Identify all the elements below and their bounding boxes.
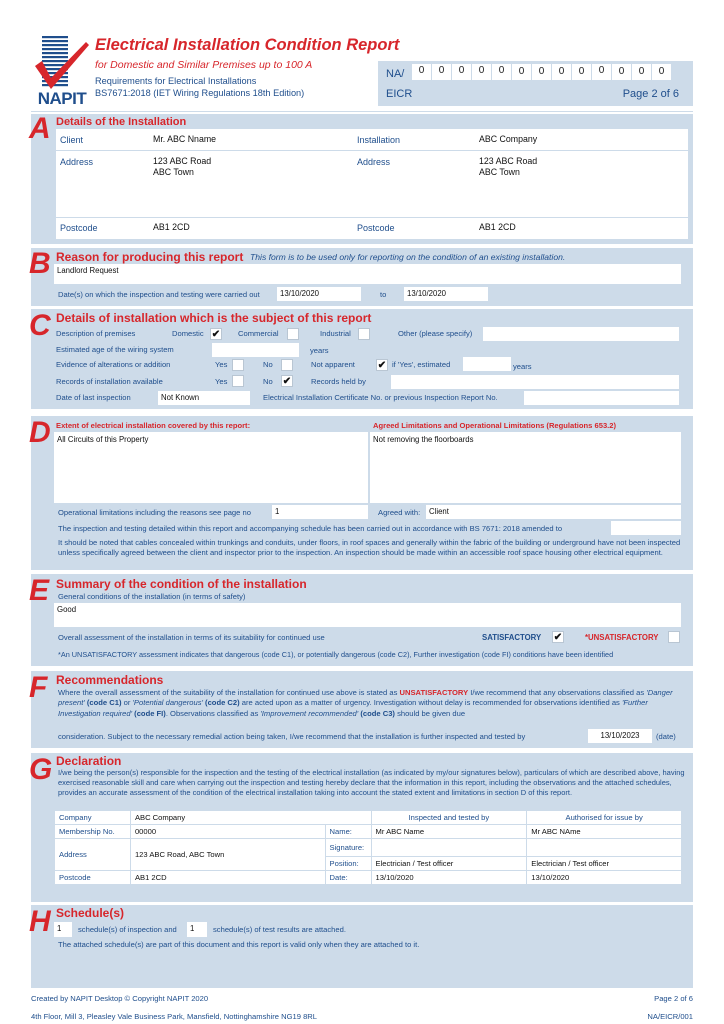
inspection-schedule-text: schedule(s) of inspection and	[78, 925, 177, 934]
extent-value: All Circuits of this Property	[57, 435, 149, 444]
rec-code-c1: (code C1)	[84, 698, 122, 708]
consideration-text: consideration. Subject to the necessary remedial action being taken, I/we recommend that the installation is further inspected and tested by	[58, 732, 526, 741]
ref-digit[interactable]: 0	[492, 64, 511, 80]
installation-label: Installation	[357, 135, 401, 145]
section-f-title: Recommendations	[56, 673, 164, 687]
section-g-panel	[31, 753, 693, 902]
limitations-field[interactable]	[370, 432, 681, 503]
section-d-letter: D	[29, 416, 51, 449]
alterations-yes-checkbox[interactable]	[232, 359, 244, 371]
section-b-panel	[31, 248, 693, 306]
wiring-age-field[interactable]	[212, 343, 299, 357]
client-address-line-2[interactable]: ABC Town	[153, 167, 194, 177]
authoriser-name[interactable]: Mr ABC NAme	[527, 825, 682, 839]
inspector-date[interactable]: 13/10/2020	[371, 871, 527, 885]
section-c-letter: C	[29, 309, 51, 342]
section-a-panel	[31, 114, 693, 244]
industrial-label: Industrial	[320, 329, 351, 338]
authoriser-date[interactable]: 13/10/2020	[527, 871, 682, 885]
rec-text-part: I/we recommend that any observations classified as	[468, 688, 647, 697]
ref-digit[interactable]: 0	[632, 64, 651, 80]
unsatisfactory-footnote: *An UNSATISFACTORY assessment indicates that dangerous (code C1), or potentially dangerous (code C2), Further investigation (code FI) conditions have been identified	[58, 650, 614, 659]
authoriser-signature[interactable]	[527, 839, 682, 857]
ref-digit[interactable]: 0	[472, 64, 491, 80]
section-c-title: Details of installation which is the subject of this report	[56, 311, 372, 325]
rec-potential-dangerous: 'Potential dangerous'	[132, 698, 203, 708]
estimated-years-field[interactable]	[463, 357, 511, 371]
section-g-title: Declaration	[56, 754, 122, 768]
unsatisfactory-checkbox[interactable]	[668, 631, 680, 643]
ref-digit[interactable]: 0	[412, 64, 431, 80]
ref-digit[interactable]: 0	[432, 64, 451, 80]
section-a-table	[56, 129, 688, 239]
section-b-letter: B	[29, 247, 51, 280]
name-label: Name:	[325, 825, 371, 839]
certificate-label: Electrical Installation Certificate No. or previous Inspection Report No.	[263, 393, 498, 402]
domestic-checkbox[interactable]: ✔	[211, 329, 221, 340]
records-held-field[interactable]	[391, 375, 679, 389]
section-a-title: Details of the Installation	[56, 116, 187, 128]
footer-created-by: Created by NAPIT Desktop © Copyright NAPIT 2020	[31, 994, 209, 1003]
install-postcode-label: Postcode	[357, 223, 395, 233]
ref-digit[interactable]: 0	[652, 64, 671, 80]
records-no-label: No	[263, 377, 273, 386]
certificate-field[interactable]	[524, 391, 679, 405]
ref-prefix: NA/	[386, 68, 405, 80]
page-indicator: Page 2 of 6	[622, 88, 679, 100]
other-field[interactable]	[483, 327, 679, 341]
install-postcode-value[interactable]: AB1 2CD	[479, 222, 516, 232]
not-apparent-label: Not apparent	[311, 360, 355, 369]
schedule-validity-note: The attached schedule(s) are part of this document and this report is valid only when they are attached to it.	[58, 940, 420, 949]
postcode-label: Postcode	[55, 871, 131, 885]
inspection-schedule-count[interactable]: 1	[54, 922, 72, 937]
test-schedule-text: schedule(s) of test results are attached.	[213, 925, 346, 934]
company-value[interactable]: ABC Company	[130, 811, 371, 825]
last-inspection-field[interactable]: Not Known	[158, 391, 250, 405]
section-h-letter: H	[29, 905, 51, 938]
estimated-label: if 'Yes', estimated	[392, 360, 451, 369]
rec-text-part: are acted upon as a matter of urgency. Investigation without delay is recommended for observations identified as	[239, 698, 622, 708]
client-address-label: Address	[60, 157, 94, 167]
client-value[interactable]: Mr. ABC Nname	[153, 134, 217, 144]
section-b-title: Reason for producing this report	[56, 250, 244, 264]
overall-assessment-label: Overall assessment of the installation in terms of its suitability for continued use	[58, 633, 325, 642]
premises-label: Description of premises	[56, 329, 136, 338]
ref-digit[interactable]: 0	[592, 64, 611, 80]
form-code: EICR	[386, 88, 413, 100]
logo-text: NAPIT	[37, 89, 87, 108]
alterations-no-label: No	[263, 360, 273, 369]
footer-address: 4th Floor, Mill 3, Pleasley Vale Business Park, Mansfield, Nottinghamshire NG19 8RL	[31, 1012, 318, 1021]
accordance-label: The inspection and testing detailed within this report and accompanying schedule has been carried out in accordance with BS 7671: 2018 amended to	[58, 524, 563, 533]
records-yes-label: Yes	[215, 377, 228, 386]
rec-improvement-recommended: 'Improvement recommended'	[260, 708, 359, 718]
membership-label: Membership No.	[55, 825, 131, 839]
declaration-text: I/we being the person(s) responsible for the inspection and the testing of the electrical installation (as indicated by my/our signatures below), particulars of which are described above, having exercised reasonable skill and care when carrying out the inspection and testing hereby declare that the information in this report, including the observations and the attached schedules, provides an accurate assessment of the condition of the electrical installation taking into account the stated extent and limitations in section D of this report.	[58, 768, 685, 797]
rec-further-investigation: 'Further Investigation required'	[58, 698, 648, 718]
authoriser-position[interactable]: Electrician / Test officer	[527, 857, 682, 871]
signature-label: Signature:	[325, 839, 371, 857]
rec-text-part: . Observations classified as	[165, 708, 261, 718]
unsatisfactory-label: *UNSATISFACTORY	[585, 633, 659, 642]
section-e-panel	[31, 574, 693, 666]
address-label: Address	[55, 839, 131, 871]
company-label: Company	[55, 811, 131, 825]
agreed-with-field[interactable]: Client	[426, 505, 681, 519]
position-label: Position:	[325, 857, 371, 871]
rec-code-c2: (code C2)	[202, 698, 240, 708]
extent-label: Extent of electrical installation covered by this report:	[56, 421, 251, 430]
satisfactory-checkbox[interactable]: ✔	[553, 632, 563, 643]
ref-digit[interactable]: 0	[552, 64, 571, 80]
rec-text-part: or	[121, 698, 133, 708]
rec-text-part: Where the overall assessment of the suitability of the installation for continued use above is stated as	[58, 688, 400, 697]
other-label: Other (please specify)	[398, 329, 473, 338]
test-schedule-count[interactable]: 1	[187, 922, 207, 937]
rec-unsatisfactory-highlight: UNSATISFACTORY	[399, 688, 469, 697]
op-limitations-page-field[interactable]: 1	[272, 505, 368, 519]
op-limitations-label: Operational limitations including the reasons see page no	[58, 508, 251, 517]
inspection-dates-label: Date(s) on which the inspection and testing were carried out	[58, 290, 260, 299]
general-conditions-field[interactable]	[54, 603, 681, 627]
reason-field[interactable]: Landlord Request	[54, 264, 681, 284]
section-b-note: This form is to be used only for reporting on the condition of an existing installation.	[250, 252, 566, 262]
rec-code-c3: (code C3)	[358, 708, 395, 718]
amended-to-field[interactable]	[611, 521, 681, 535]
agreed-with-label: Agreed with:	[378, 508, 421, 517]
postcode-value[interactable]: AB1 2CD	[130, 871, 325, 885]
date-from-field[interactable]: 13/10/2020	[277, 287, 361, 301]
concealed-cables-note: It should be noted that cables concealed within trunkings and conduits, under floors, in roof spaces and generally within the fabric of the building or underground have not been inspected unless specifically agreed between the client and inspector prior to the inspection. An inspection should be made within an accessible roof space housing other electrical equipment.	[58, 538, 681, 558]
client-postcode-label: Postcode	[60, 223, 98, 233]
inspector-name[interactable]: Mr ABC Name	[371, 825, 527, 839]
not-apparent-checkbox[interactable]: ✔	[377, 360, 387, 371]
header-divider	[31, 111, 693, 112]
install-address-line-2[interactable]: ABC Town	[479, 167, 520, 177]
footer-form-ref: NA/EICR/001	[647, 1012, 693, 1021]
inspector-position[interactable]: Electrician / Test officer	[371, 857, 527, 871]
alterations-yes-label: Yes	[215, 360, 228, 369]
records-label: Records of installation available	[56, 377, 163, 386]
rec-code-fi: (code FI)	[132, 708, 166, 718]
ref-digit[interactable]: 0	[452, 64, 471, 80]
to-label: to	[380, 290, 387, 299]
rec-text-part: should be given due	[394, 708, 466, 718]
alterations-no-checkbox[interactable]	[281, 359, 293, 371]
section-f-panel	[31, 671, 693, 748]
client-postcode-value[interactable]: AB1 2CD	[153, 222, 190, 232]
ref-digit[interactable]: 0	[612, 64, 631, 80]
limitations-value: Not removing the floorboards	[373, 435, 474, 444]
industrial-checkbox[interactable]	[358, 328, 370, 340]
records-yes-checkbox[interactable]	[232, 375, 244, 387]
report-subtitle: for Domestic and Similar Premises up to 100 A	[95, 59, 313, 71]
wiring-age-unit: years	[310, 346, 329, 355]
inspector-signature[interactable]	[371, 839, 527, 857]
report-reference-box	[378, 61, 693, 106]
domestic-label: Domestic	[172, 329, 204, 338]
section-e-letter: E	[29, 574, 50, 607]
general-conditions-value: Good	[57, 605, 77, 614]
section-d-panel	[31, 416, 693, 570]
general-conditions-label: General conditions of the installation (in terms of safety)	[58, 592, 246, 601]
ref-digit[interactable]: 0	[572, 64, 591, 80]
ref-digits	[412, 64, 671, 80]
inspected-by-header: Inspected and tested by	[371, 811, 527, 825]
limitations-label: Agreed Limitations and Operational Limitations (Regulations 653.2)	[373, 421, 617, 430]
requirements-line-2: BS7671:2018 (IET Wiring Regulations 18th Edition)	[95, 88, 305, 98]
date-to-field[interactable]: 13/10/2020	[404, 287, 488, 301]
section-a-letter: A	[29, 112, 51, 145]
wiring-age-label: Estimated age of the wiring system	[56, 345, 174, 354]
requirements-line-1: Requirements for Electrical Installations	[95, 76, 257, 86]
estimated-years-unit: years	[513, 362, 532, 371]
address-value[interactable]: 123 ABC Road, ABC Town	[130, 839, 325, 871]
records-no-checkbox[interactable]: ✔	[282, 376, 292, 387]
section-h-title: Schedule(s)	[56, 906, 125, 920]
alterations-label: Evidence of alterations or addition	[56, 360, 171, 369]
footer-page: Page 2 of 6	[654, 994, 693, 1003]
declaration-table	[54, 810, 682, 885]
recommendations-text	[58, 688, 683, 719]
membership-value[interactable]: 00000	[130, 825, 325, 839]
extent-field[interactable]	[54, 432, 368, 503]
last-inspection-label: Date of last inspection	[56, 393, 131, 402]
client-label: Client	[60, 135, 84, 145]
installation-value[interactable]: ABC Company	[479, 134, 538, 144]
napit-logo	[34, 34, 90, 106]
ref-digit[interactable]: 0	[512, 64, 531, 80]
next-inspection-date-field[interactable]: 13/10/2023	[588, 729, 652, 743]
commercial-label: Commercial	[238, 329, 279, 338]
ref-digit[interactable]: 0	[532, 64, 551, 80]
section-e-title: Summary of the condition of the installation	[56, 577, 307, 591]
commercial-checkbox[interactable]	[287, 328, 299, 340]
client-address-line-1[interactable]: 123 ABC Road	[153, 156, 212, 166]
satisfactory-label: SATISFACTORY	[482, 633, 542, 642]
section-f-letter: F	[29, 671, 48, 704]
date-suffix: (date)	[656, 732, 676, 741]
authorised-by-header: Authorised for issue by	[527, 811, 682, 825]
rec-danger-present: 'Danger present'	[58, 688, 673, 708]
section-g-letter: G	[29, 753, 53, 786]
section-h-panel	[31, 905, 693, 988]
section-c-panel	[31, 309, 693, 409]
install-address-label: Address	[357, 157, 391, 167]
install-address-line-1[interactable]: 123 ABC Road	[479, 156, 538, 166]
records-held-label: Records held by	[311, 377, 366, 386]
date-label: Date:	[325, 871, 371, 885]
report-title: Electrical Installation Condition Report	[95, 36, 400, 54]
